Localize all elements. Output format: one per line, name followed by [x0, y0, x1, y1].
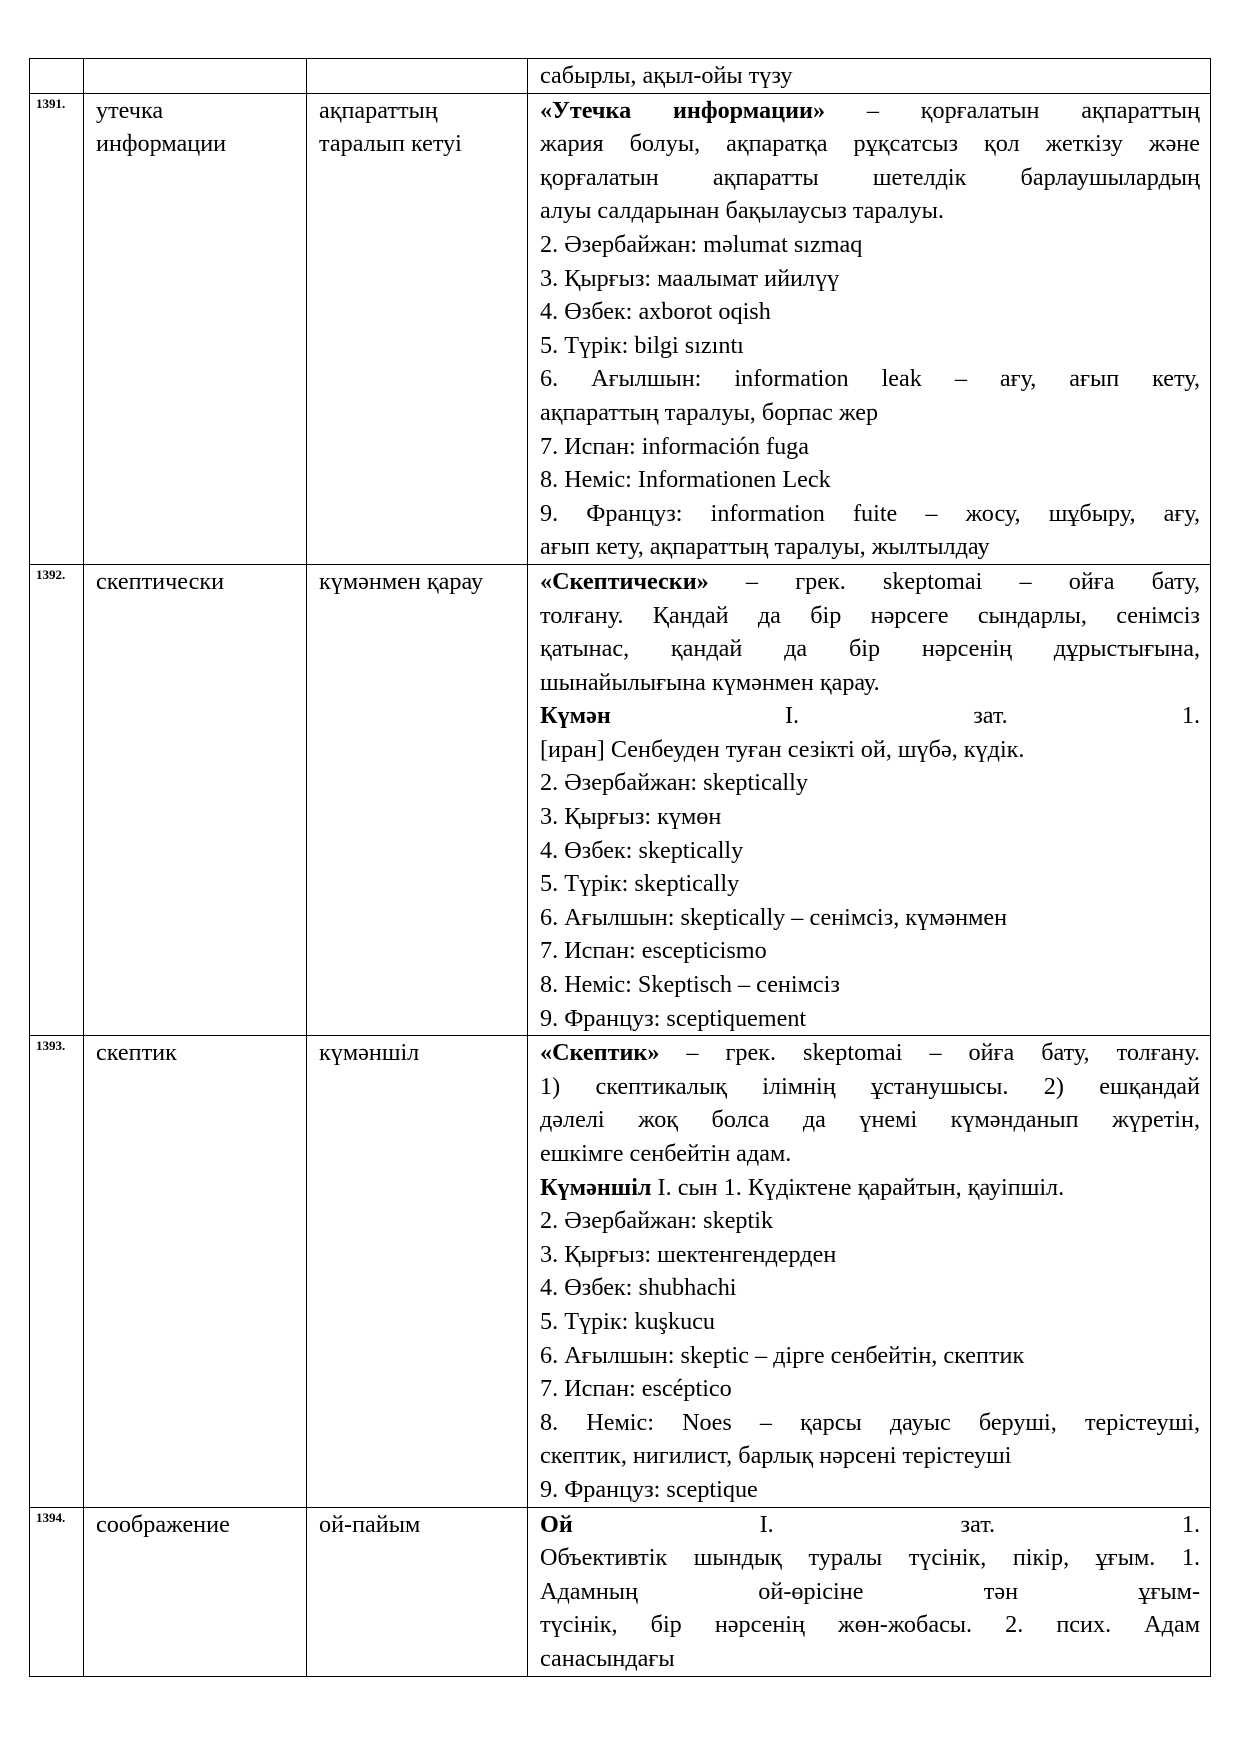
- table-body: [30, 59, 1211, 1677]
- definition-line: [540, 1575, 1200, 1609]
- definition-text: санасындағы: [540, 1644, 675, 1672]
- definition-text: Адамның ой-өрісіне тән ұғым-: [540, 1577, 1200, 1605]
- kazakh-term: ақпараттың таралып кетуі: [307, 93, 528, 564]
- definition-text: толғану. Қандай да бір нәрсеге сындарлы, сенімсіз: [540, 601, 1200, 629]
- definition-line: [540, 1036, 1200, 1070]
- entry-number: [30, 59, 84, 94]
- definition-line: [540, 599, 1200, 633]
- definition-text: түсінік, бір нәрсенің жөн-жобасы. 2. псих. Адам: [540, 1611, 1200, 1639]
- definition-text: 7. Испан: escéptico: [540, 1375, 732, 1403]
- definition-line: [540, 666, 1200, 700]
- definition-line: [540, 59, 1200, 93]
- definition-text: алуы салдарынан бақылаусыз таралуы.: [540, 197, 944, 225]
- definition-line: [540, 1070, 1200, 1104]
- definition-text: 1) скептикалық ілімнің ұстанушысы. 2) ешқандай: [540, 1072, 1200, 1100]
- definition-cell: [528, 1036, 1211, 1507]
- entry-number: 1391.: [30, 93, 84, 564]
- definition-text: 9. Француз: information fuite – жосу, шұбыру, ағу,: [540, 499, 1200, 527]
- definition-cell: [528, 59, 1211, 94]
- definition-text: ағып кету, ақпараттың таралуы, жылтылдау: [540, 533, 990, 561]
- definition-text: 3. Қырғыз: шектенгендерден: [540, 1240, 837, 1268]
- definition-line: [540, 1372, 1200, 1406]
- russian-term: скептик: [84, 1036, 307, 1507]
- definition-text: 6. Ағылшын: skeptically – сенімсіз, күмәнмен: [540, 903, 1008, 931]
- definition-text: шынайылығына күмәнмен қарау.: [540, 668, 880, 696]
- definition-cell: [528, 93, 1211, 564]
- entry-headword: «Скептик»: [540, 1039, 660, 1067]
- russian-term: скептически: [84, 564, 307, 1035]
- definition-text: 5. Түрік: bilgi sızıntı: [540, 331, 744, 359]
- table-row: [30, 59, 1211, 94]
- definition-line: [540, 1002, 1200, 1036]
- definition-line: [540, 262, 1200, 296]
- document-page: [29, 58, 1210, 1677]
- definition-line: [540, 800, 1200, 834]
- table-row: [30, 564, 1211, 1035]
- definition-line: [540, 1508, 1200, 1542]
- definition-text: – грек. skeptomai – ойға бату,: [708, 567, 1200, 595]
- definition-line: [540, 94, 1200, 128]
- definition-line: [540, 1541, 1200, 1575]
- definition-text: 9. Француз: sceptiquement: [540, 1004, 807, 1032]
- definition-line: [540, 1305, 1200, 1339]
- definition-text: – қорғалатын ақпараттың: [825, 96, 1200, 124]
- definition-line: [540, 901, 1200, 935]
- definition-line: [540, 968, 1200, 1002]
- definition-text: [иран] Сенбеуден туған сезікті ой, шүбә, күдік.: [540, 735, 1025, 763]
- kazakh-headword: Ой: [540, 1510, 573, 1538]
- definition-line: [540, 1271, 1200, 1305]
- definition-text: 8. Неміс: Informationen Leck: [540, 466, 831, 494]
- definition-text: І. зат. 1.: [572, 1510, 1200, 1538]
- definition-text: 5. Түрік: skeptically: [540, 870, 740, 898]
- entry-number: 1392.: [30, 564, 84, 1035]
- definition-text: 8. Неміс: Noes – қарсы дауыс беруші, терістеуші,: [540, 1408, 1200, 1436]
- definition-line: [540, 228, 1200, 262]
- kazakh-term: [307, 59, 528, 94]
- table-row: [30, 93, 1211, 564]
- definition-line: [540, 1608, 1200, 1642]
- definition-text: қатынас, қандай да бір нәрсенің дұрыстығына,: [540, 635, 1200, 663]
- definition-line: [540, 1642, 1200, 1676]
- definition-line: [540, 1171, 1200, 1205]
- definition-line: [540, 1473, 1200, 1507]
- definition-text: 3. Қырғыз: күмөн: [540, 803, 722, 831]
- definition-line: [540, 1137, 1200, 1171]
- definition-text: 7. Испан: información fuga: [540, 432, 810, 460]
- definition-line: [540, 497, 1200, 531]
- definition-text: 6. Ағылшын: skeptic – дірге сенбейтін, скептик: [540, 1341, 1025, 1369]
- definition-text: Объективтік шындық туралы түсінік, пікір, ұғым. 1.: [540, 1544, 1200, 1572]
- definition-line: [540, 430, 1200, 464]
- definition-cell: [528, 1507, 1211, 1676]
- russian-term: утечка информации: [84, 93, 307, 564]
- table-row: [30, 1507, 1211, 1676]
- table-row: [30, 1036, 1211, 1507]
- russian-term: [84, 59, 307, 94]
- definition-line: [540, 362, 1200, 396]
- definition-text: 2. Әзербайжан: məlumat sızmaq: [540, 230, 863, 258]
- definition-text: 7. Испан: escepticismo: [540, 937, 767, 965]
- kazakh-term: ой-пайым: [307, 1507, 528, 1676]
- definition-line: [540, 733, 1200, 767]
- definition-line: [540, 766, 1200, 800]
- definition-text: 5. Түрік: kuşkucu: [540, 1307, 716, 1335]
- definition-text: дәлелі жоқ болса да үнемі күмәнданып жүретін,: [540, 1106, 1200, 1134]
- definition-text: І. зат. 1.: [610, 702, 1200, 730]
- definition-text: қорғалатын ақпаратты шетелдік барлаушылардың: [540, 163, 1200, 191]
- entry-number: 1394.: [30, 1507, 84, 1676]
- definition-line: [540, 867, 1200, 901]
- definition-line: [540, 632, 1200, 666]
- definition-text: 4. Өзбек: skeptically: [540, 836, 744, 864]
- definition-cell: [528, 564, 1211, 1035]
- definition-text: 8. Неміс: Skeptisch – сенімсіз: [540, 971, 840, 999]
- kazakh-headword: Күмән: [540, 702, 611, 730]
- definition-text: 6. Ағылшын: information leak – ағу, ағып кету,: [540, 365, 1200, 393]
- definition-line: [540, 1439, 1200, 1473]
- definition-line: [540, 1406, 1200, 1440]
- definition-line: [540, 834, 1200, 868]
- definition-line: [540, 127, 1200, 161]
- definition-line: [540, 161, 1200, 195]
- definition-line: [540, 194, 1200, 228]
- definition-line: [540, 1339, 1200, 1373]
- definition-line: [540, 1204, 1200, 1238]
- definition-text: скептик, нигилист, барлық нәрсені терістеуші: [540, 1442, 1012, 1470]
- definition-text: ешкімге сенбейтін адам.: [540, 1140, 792, 1167]
- entry-number: 1393.: [30, 1036, 84, 1507]
- definition-text: жария болуы, ақпаратқа рұқсатсыз қол жеткізу және: [540, 130, 1200, 158]
- definition-text: 4. Өзбек: shubhachi: [540, 1274, 737, 1302]
- kazakh-headword: Күмәншіл: [540, 1173, 652, 1201]
- definition-line: [540, 1103, 1200, 1137]
- definition-text: 2. Әзербайжан: skeptically: [540, 769, 808, 797]
- definition-text: сабырлы, ақыл-ойы түзу: [540, 62, 793, 89]
- definition-text: ақпараттың таралуы, борпас жер: [540, 398, 879, 426]
- entry-headword: «Скептически»: [540, 567, 709, 595]
- definition-text: 4. Өзбек: axborot oqish: [540, 298, 771, 326]
- definition-text: 3. Қырғыз: маалымат ийилүү: [540, 264, 840, 292]
- definition-line: [540, 295, 1200, 329]
- definition-text: І. сын 1. Күдіктене қарайтын, қауіпшіл.: [651, 1173, 1065, 1201]
- definition-line: [540, 329, 1200, 363]
- russian-term: соображение: [84, 1507, 307, 1676]
- definition-line: [540, 565, 1200, 599]
- definition-line: [540, 934, 1200, 968]
- dictionary-table: [29, 58, 1211, 1677]
- definition-line: [540, 530, 1200, 564]
- definition-line: [540, 463, 1200, 497]
- definition-line: [540, 396, 1200, 430]
- kazakh-term: күмәншіл: [307, 1036, 528, 1507]
- definition-line: [540, 1238, 1200, 1272]
- kazakh-term: күмәнмен қарау: [307, 564, 528, 1035]
- definition-text: 9. Француз: sceptique: [540, 1475, 758, 1503]
- entry-headword: «Утечка информации»: [540, 96, 826, 124]
- definition-text: 2. Әзербайжан: skeptik: [540, 1207, 774, 1235]
- definition-line: [540, 699, 1200, 733]
- definition-text: – грек. skeptomai – ойға бату, толғану.: [659, 1039, 1200, 1067]
